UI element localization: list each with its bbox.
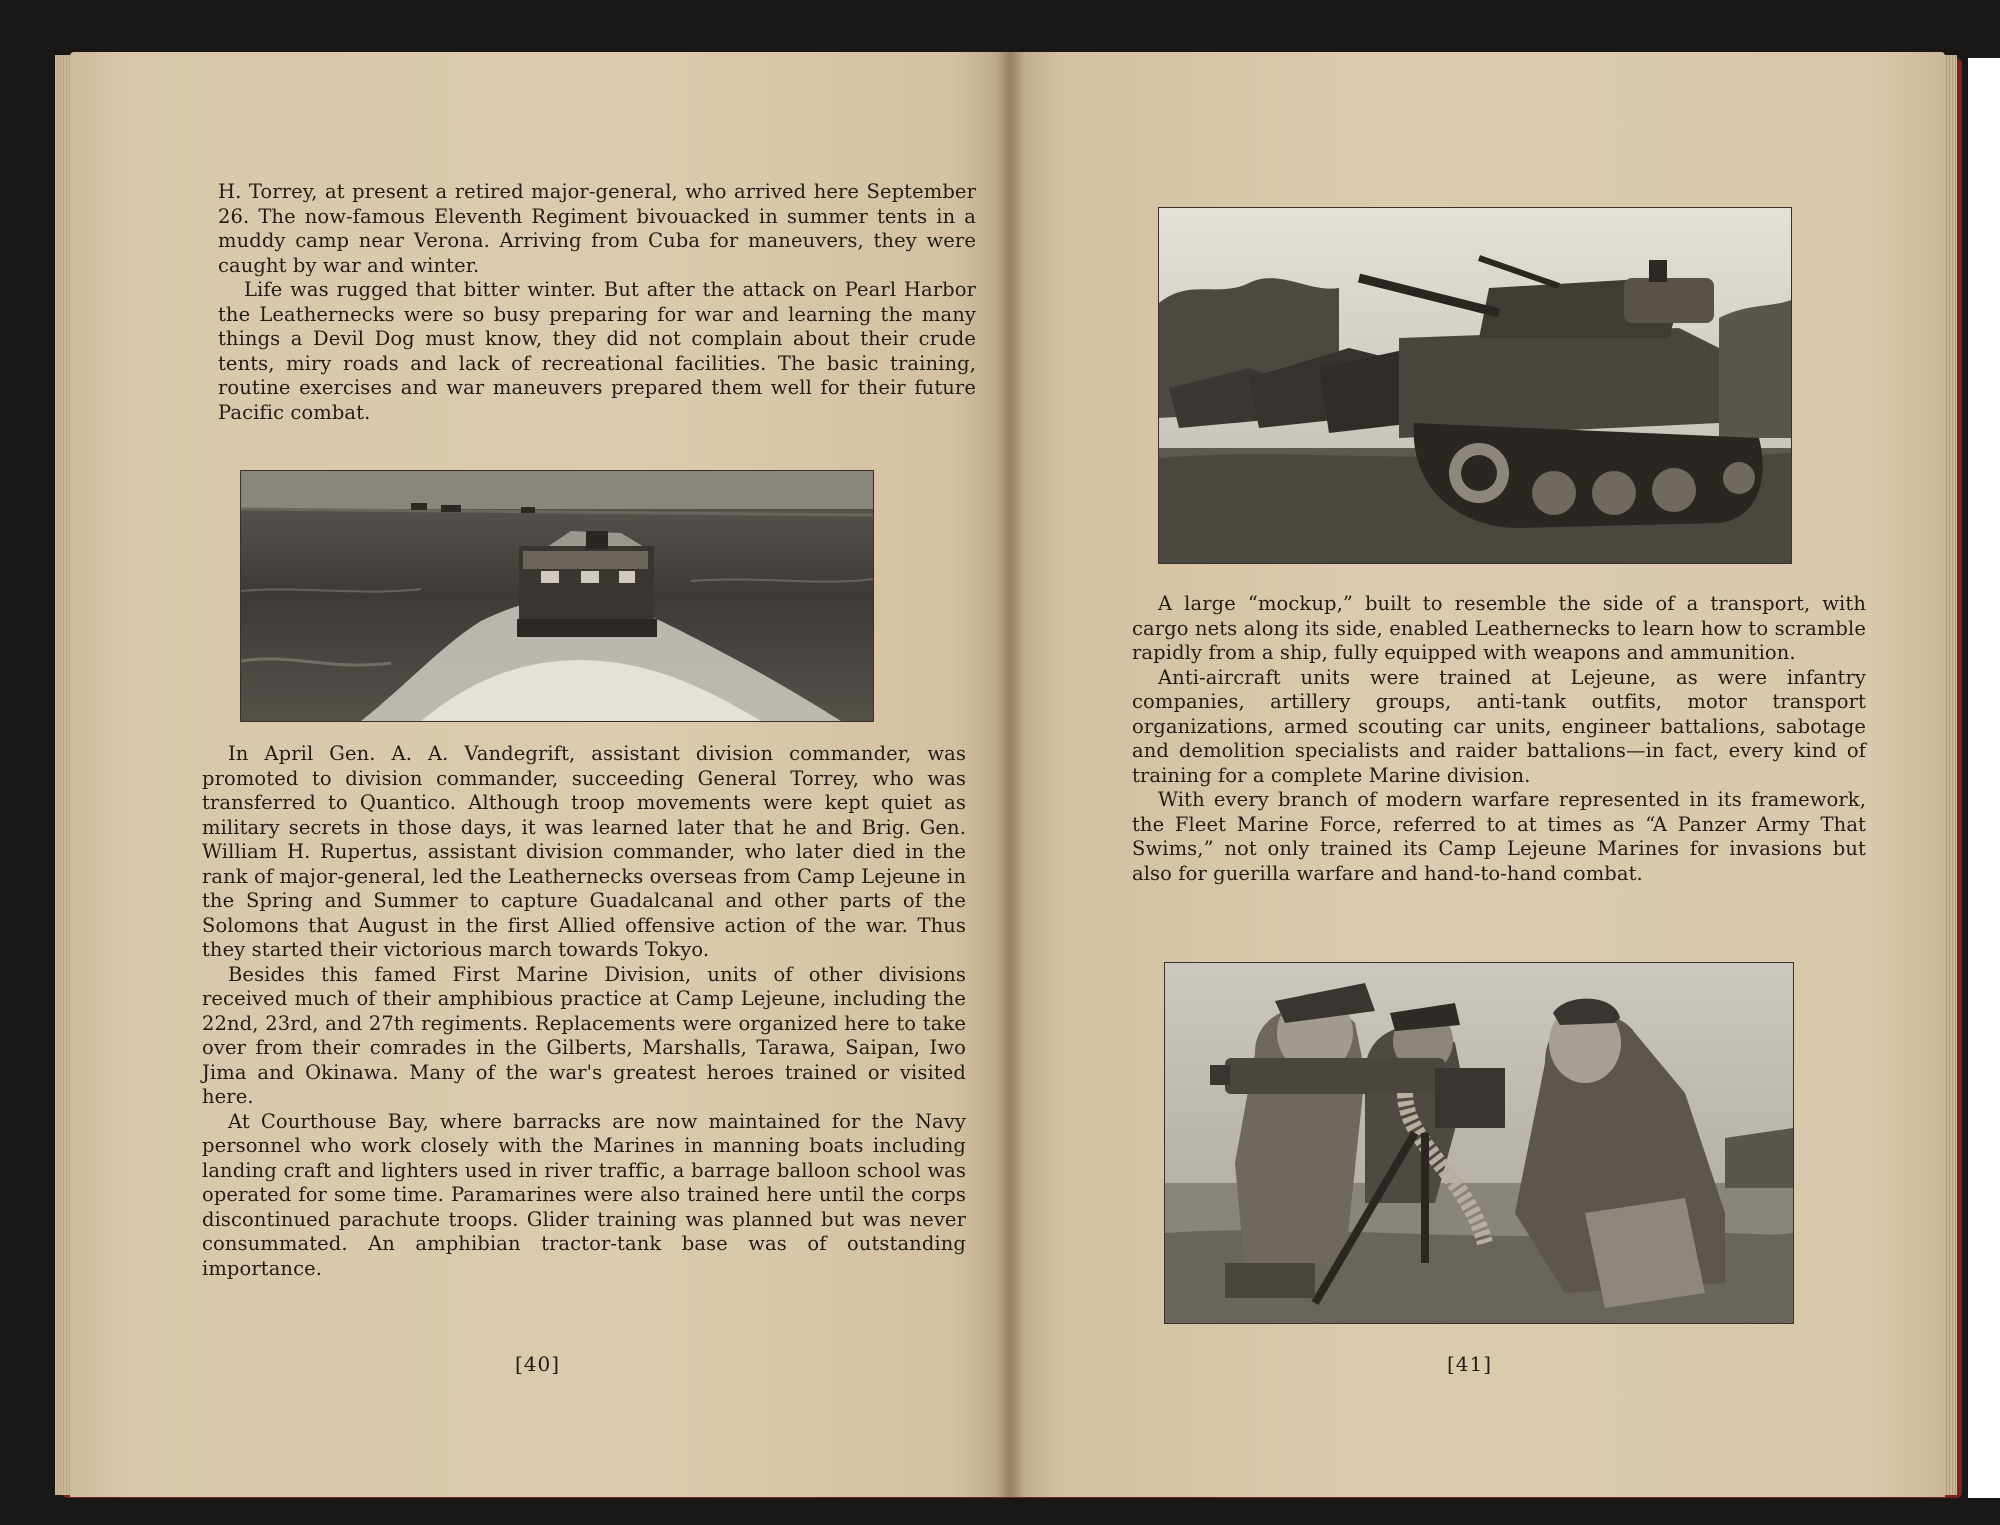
- book-gutter: [996, 52, 1024, 1497]
- machine-gun-photo: [1164, 962, 1794, 1324]
- right-paragraph-3: With every branch of modern warfare represented in its framework, the Fleet Marine Force, referred to at times as “A Panzer Army That Swims,” not only trained its Camp Lejeune Marines for invasions but also for guerilla warfare and hand-to-hand combat.: [1132, 788, 1866, 885]
- right-page: [1010, 52, 1945, 1497]
- right-paragraph-2: Anti-aircraft units were trained at Lejeune, as were infantry companies, artillery groups, anti-tank outfits, motor transport organizations, armed scouting car units, engineer battalions, sabotage and demolition specialists and raider battalions—in fact, every kind of training for a complete Marine division.: [1132, 665, 1866, 787]
- right-text: [1132, 592, 1866, 886]
- left-paragraph-3: In April Gen. A. A. Vandegrift, assistant division commander, was promoted to division commander, succeeding General Torrey, who was transferred to Quantico. Although troop movements were kept quiet as military secrets in those days, it was learned later that he and Brig. Gen. William H. Rupertus, assistant division commander, who later died in the rank of major-general, led the Leathernecks overseas from Camp Lejeune in the Spring and Summer to capture Guadalcanal and other parts of the Solomons that August in the first Allied offensive action of the war. Thus they started their victorious march towards Tokyo.: [202, 742, 966, 961]
- left-paragraph-5: At Courthouse Bay, where barracks are now maintained for the Navy personnel who work closely with the Marines in manning boats including landing craft and lighters used in river traffic, a barrage balloon school was operated for some time. Paramarines were also trained here until the corps discontinued parachute troops. Glider training was planned but was never consummated. An amphibian tractor-tank base was of outstanding importance.: [202, 1109, 966, 1280]
- left-page: [70, 52, 1010, 1497]
- amphibian-tractor-photo: [240, 470, 874, 722]
- page-number-right: [41]: [1447, 1352, 1493, 1376]
- right-paragraph-1: A large “mockup,” built to resemble the side of a transport, with cargo nets along its side, enabled Leathernecks to learn how to scramble rapidly from a ship, fully equipped with weapons and ammunition.: [1132, 592, 1866, 664]
- left-text-bottom: [202, 742, 966, 1281]
- left-paragraph-4: Besides this famed First Marine Division, units of other divisions received much of their amphibious practice at Camp Lejeune, including the 22nd, 23rd, and 27th regiments. Replacements were organized here to take over from their comrades in the Gilberts, Marshalls, Tarawa, Saipan, Iwo Jima and Okinawa. Many of the war's greatest heroes trained or visited here.: [202, 962, 966, 1108]
- scan-margin: [1968, 58, 2000, 1498]
- page-number-left: [40]: [515, 1352, 561, 1376]
- left-paragraph-1: H. Torrey, at present a retired major-general, who arrived here September 26. The now-famous Eleventh Regiment bivouacked in summer tents in a muddy camp near Verona. Arriving from Cuba for maneuvers, they were caught by war and winter.: [218, 180, 976, 277]
- tank-photo: [1158, 207, 1792, 564]
- left-text-top: [218, 180, 976, 425]
- left-paragraph-2: Life was rugged that bitter winter. But after the attack on Pearl Harbor the Leathernecks were so busy preparing for war and learning the many things a Devil Dog must know, they did not complain about their crude tents, miry roads and lack of recreational facilities. The basic training, routine exercises and war maneuvers prepared them well for their future Pacific combat.: [218, 278, 976, 424]
